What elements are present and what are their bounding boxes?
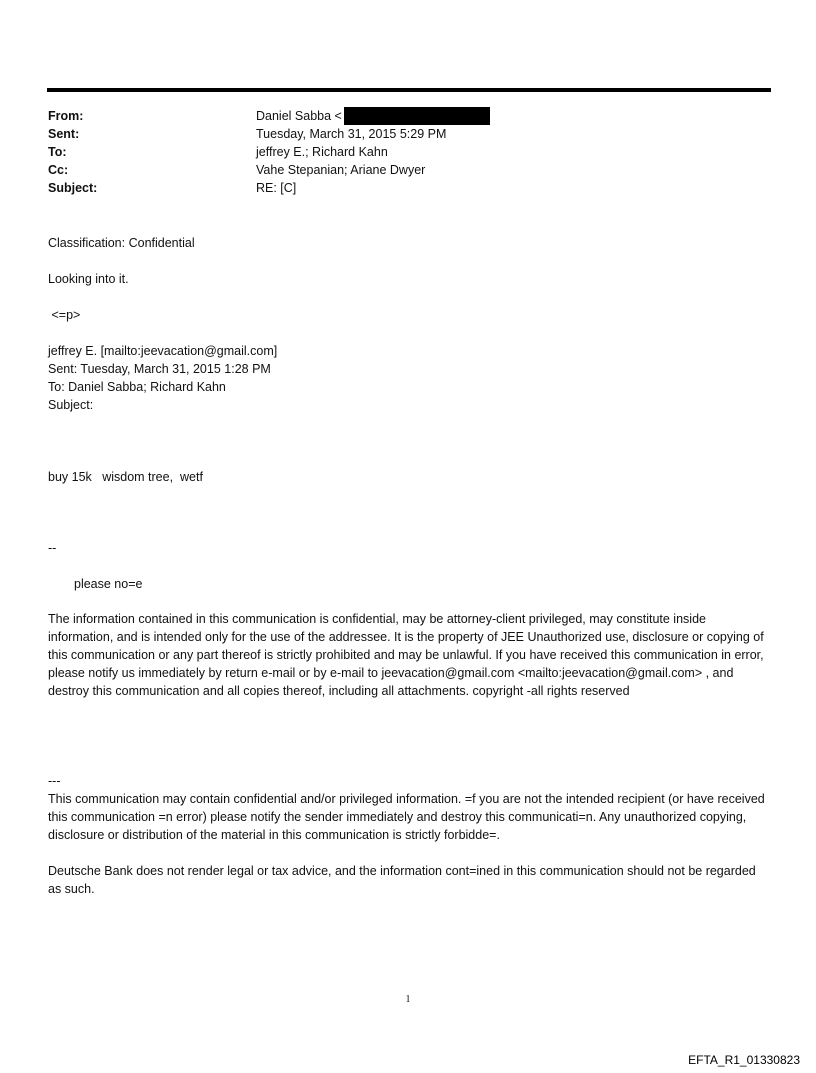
from-value bbox=[256, 107, 490, 125]
from-name: Daniel Sabba < bbox=[256, 109, 342, 123]
disclaimer-jee-text: The information contained in this communication is confidential, may be attorney-client privileged, may constitute inside information, and is intended only for the use of the addressee. It is the property of JEE Unauthorized use, disclosure or copying of this communication or any part thereof is strictly prohibited and may be unlawful. If you have received this communication in error, please notify us immediately by return e-mail or by e-mail to jeevacation@gmail.com <mailto:jeevacation@gmail.com> , and destroy this communication and all copies thereof, including all attachments. copyright -all rights reserved bbox=[48, 612, 764, 698]
header-rule bbox=[47, 88, 771, 92]
from-label: From: bbox=[48, 109, 84, 123]
disclaimer-bank bbox=[48, 790, 768, 844]
separator-dashes: --- bbox=[48, 774, 61, 788]
classification-line: Classification: Confidential bbox=[48, 236, 195, 250]
to-value: jeffrey E.; Richard Kahn bbox=[256, 145, 388, 159]
page-number: 1 bbox=[405, 994, 411, 1005]
disclaimer-bank-text: This communication may contain confidential and/or privileged information. =f you are not the intended recipient (or have received this communication =n error) please notify the sender immediately and destroy this communicati=n. Any unauthorized copying, disclosure or distribution of the material in this communication is strictly forbidde=. bbox=[48, 792, 765, 842]
quoted-to: To: Daniel Sabba; Richard Kahn bbox=[48, 380, 226, 394]
subject-value: RE: [C] bbox=[256, 181, 297, 195]
bates-number: EFTA_R1_01330823 bbox=[688, 1053, 800, 1067]
sent-label: Sent: bbox=[48, 127, 80, 141]
sent-value: Tuesday, March 31, 2015 5:29 PM bbox=[256, 127, 447, 141]
signature-dashes: -- bbox=[48, 541, 57, 555]
cc-label: Cc: bbox=[48, 163, 69, 177]
to-label: To: bbox=[48, 145, 67, 159]
disclaimer-jee bbox=[48, 610, 768, 700]
quoted-from: jeffrey E. [mailto:jeevacation@gmail.com] bbox=[48, 344, 278, 358]
subject-label: Subject: bbox=[48, 181, 98, 195]
disclaimer-advice-text: Deutsche Bank does not render legal or tax advice, and the information cont=ined in this communication should not be regarded as such. bbox=[48, 864, 756, 896]
quoted-sent: Sent: Tuesday, March 31, 2015 1:28 PM bbox=[48, 362, 271, 376]
cc-value: Vahe Stepanian; Ariane Dwyer bbox=[256, 163, 426, 177]
instruction-text: buy 15k wisdom tree, wetf bbox=[48, 470, 203, 484]
quoted-subject: Subject: bbox=[48, 398, 94, 412]
disclaimer-advice bbox=[48, 862, 768, 898]
please-note: please no=e bbox=[74, 577, 143, 591]
redaction-box bbox=[344, 107, 490, 125]
encoding-artifact: <=p> bbox=[48, 308, 81, 322]
reply-text: Looking into it. bbox=[48, 272, 129, 286]
